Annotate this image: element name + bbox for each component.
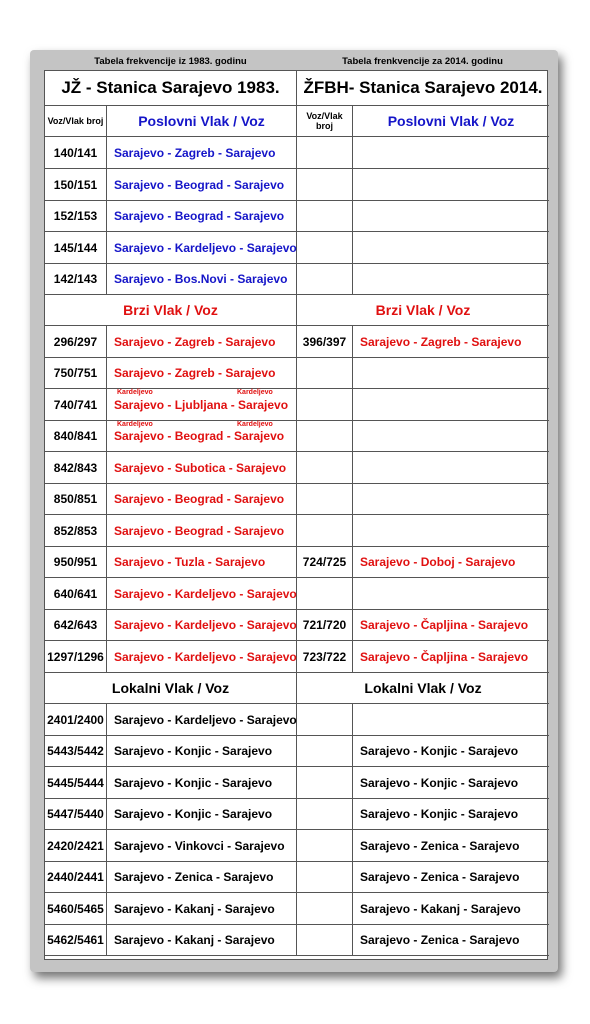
route-2014: Sarajevo - Konjic - Sarajevo: [353, 799, 549, 830]
train-number-1983: 140/141: [45, 137, 107, 169]
route-1983: [107, 515, 297, 547]
route-text: Sarajevo - Kardeljevo - Sarajevo: [114, 240, 297, 255]
train-number-2014: 721/720: [297, 610, 353, 641]
train-number-1983: 1297/1296: [45, 641, 107, 673]
route-text: Sarajevo - Kardeljevo - Sarajevo: [114, 586, 297, 601]
train-number-2014: [297, 830, 353, 862]
train-number-2014: [297, 578, 353, 610]
caption-1983: Tabela frekvencije iz 1983. godinu: [94, 56, 247, 67]
route-text: Sarajevo - Kardeljevo - Sarajevo: [114, 618, 297, 632]
route-text: Sarajevo - Kakanj - Sarajevo: [114, 933, 275, 947]
section-header-1983: Brzi Vlak / Voz: [45, 295, 297, 326]
section-header-2014: Lokalni Vlak / Voz: [297, 673, 549, 704]
col-header-train-no-1983: Voz/Vlak broj: [45, 106, 107, 137]
route-2014: [353, 452, 549, 484]
route-1983: [107, 736, 297, 767]
route-2014: Sarajevo - Zenica - Sarajevo: [353, 830, 549, 862]
frequency-table: [44, 70, 548, 960]
route-text: Sarajevo - Kakanj - Sarajevo: [114, 901, 275, 916]
route-1983: [107, 264, 297, 295]
route-2014: [353, 264, 549, 295]
train-number-2014: [297, 452, 353, 484]
route-1983: [107, 358, 297, 389]
train-number-2014: 396/397: [297, 326, 353, 358]
train-number-2014: [297, 421, 353, 452]
route-2014: Sarajevo - Konjic - Sarajevo: [353, 767, 549, 799]
train-number-1983: 2401/2400: [45, 704, 107, 736]
route-1983: [107, 767, 297, 799]
route-2014: Sarajevo - Doboj - Sarajevo: [353, 547, 549, 578]
train-number-2014: [297, 704, 353, 736]
train-number-1983: 642/643: [45, 610, 107, 641]
route-1983: [107, 704, 297, 736]
route-2014: [353, 137, 549, 169]
route-1983: [107, 326, 297, 358]
route-2014: [353, 201, 549, 232]
route-2014: Sarajevo - Zenica - Sarajevo: [353, 862, 549, 893]
section-header-1983: Lokalni Vlak / Voz: [45, 673, 297, 704]
route-2014: Sarajevo - Čapljina - Sarajevo: [353, 610, 549, 641]
route-text: Sarajevo - Bos.Novi - Sarajevo: [114, 272, 288, 286]
train-number-1983: 152/153: [45, 201, 107, 232]
route-1983: [107, 830, 297, 862]
route-2014: [353, 484, 549, 515]
route-text: Sarajevo - Zagreb - Sarajevo: [114, 145, 276, 160]
route-note-right: Kardeljevo: [237, 421, 273, 428]
train-number-1983: 2420/2421: [45, 830, 107, 862]
train-number-1983: 150/151: [45, 169, 107, 201]
route-2014: Sarajevo - Konjic - Sarajevo: [353, 736, 549, 767]
train-number-2014: 723/722: [297, 641, 353, 673]
train-number-1983: 850/851: [45, 484, 107, 515]
train-number-2014: [297, 358, 353, 389]
train-number-1983: 2440/2441: [45, 862, 107, 893]
train-number-1983: 5447/5440: [45, 799, 107, 830]
route-note-left: Kardeljevo: [117, 389, 153, 396]
route-1983: [107, 389, 297, 421]
route-text: Sarajevo - Kardeljevo - Sarajevo: [114, 649, 297, 664]
route-text: Sarajevo - Zenica - Sarajevo: [114, 870, 274, 884]
route-text: Sarajevo - Vinkovci - Sarajevo: [114, 838, 285, 853]
route-text: Sarajevo - Beograd - Sarajevo: [114, 523, 285, 538]
train-number-1983: 5462/5461: [45, 925, 107, 956]
route-1983: [107, 925, 297, 956]
caption-2014: Tabela frenkvencije za 2014. godinu: [342, 56, 503, 67]
route-1983: [107, 578, 297, 610]
train-number-2014: [297, 484, 353, 515]
train-number-2014: [297, 925, 353, 956]
route-2014: [353, 578, 549, 610]
train-number-1983: 5445/5444: [45, 767, 107, 799]
train-number-2014: [297, 736, 353, 767]
train-number-2014: [297, 169, 353, 201]
train-number-2014: [297, 389, 353, 421]
route-1983: [107, 137, 297, 169]
train-number-1983: 740/741: [45, 389, 107, 421]
train-number-2014: [297, 862, 353, 893]
route-1983: [107, 232, 297, 264]
route-2014: [353, 421, 549, 452]
section-header-2014: Poslovni Vlak / Voz: [353, 106, 549, 137]
route-1983: [107, 421, 297, 452]
train-number-1983: 142/143: [45, 264, 107, 295]
train-number-2014: [297, 201, 353, 232]
route-2014: [353, 704, 549, 736]
route-text: Sarajevo - Subotica - Sarajevo: [114, 460, 287, 475]
route-text: Sarajevo - Ljubljana - Sarajevo: [114, 397, 289, 412]
col-header-train-no-2014: Voz/Vlak broj: [297, 106, 353, 137]
title-1983: JŽ - Stanica Sarajevo 1983.: [45, 71, 297, 106]
train-number-1983: 296/297: [45, 326, 107, 358]
route-text: Sarajevo - Konjic - Sarajevo: [114, 744, 273, 758]
train-number-1983: 852/853: [45, 515, 107, 547]
route-text: Sarajevo - Beograd - Sarajevo: [114, 209, 285, 223]
route-1983: [107, 610, 297, 641]
route-text: Sarajevo - Tuzla - Sarajevo: [114, 555, 266, 569]
train-number-1983: 145/144: [45, 232, 107, 264]
route-1983: [107, 484, 297, 515]
route-text: Sarajevo - Kardeljevo - Sarajevo: [114, 712, 297, 727]
route-2014: Sarajevo - Čapljina - Sarajevo: [353, 641, 549, 673]
route-2014: [353, 358, 549, 389]
train-number-2014: [297, 799, 353, 830]
train-number-1983: 750/751: [45, 358, 107, 389]
route-note-left: Kardeljevo: [117, 421, 153, 428]
route-1983: [107, 862, 297, 893]
route-2014: Sarajevo - Kakanj - Sarajevo: [353, 893, 549, 925]
train-number-2014: [297, 232, 353, 264]
route-1983: [107, 893, 297, 925]
route-1983: [107, 201, 297, 232]
section-header-2014: Brzi Vlak / Voz: [297, 295, 549, 326]
route-text: Sarajevo - Konjic - Sarajevo: [114, 775, 273, 790]
route-1983: [107, 452, 297, 484]
title-2014: ŽFBH- Stanica Sarajevo 2014.: [297, 71, 549, 106]
route-2014: [353, 169, 549, 201]
route-text: Sarajevo - Zagreb - Sarajevo: [114, 366, 276, 380]
route-2014: [353, 515, 549, 547]
route-1983: [107, 799, 297, 830]
route-2014: Sarajevo - Zagreb - Sarajevo: [353, 326, 549, 358]
train-number-1983: 5443/5442: [45, 736, 107, 767]
route-1983: [107, 547, 297, 578]
train-number-2014: [297, 515, 353, 547]
route-2014: [353, 389, 549, 421]
route-text: Sarajevo - Konjic - Sarajevo: [114, 807, 273, 821]
train-number-1983: 842/843: [45, 452, 107, 484]
route-2014: Sarajevo - Zenica - Sarajevo: [353, 925, 549, 956]
train-number-2014: 724/725: [297, 547, 353, 578]
train-number-2014: [297, 893, 353, 925]
route-text: Sarajevo - Beograd - Sarajevo: [114, 429, 285, 443]
train-number-1983: 640/641: [45, 578, 107, 610]
train-number-1983: 5460/5465: [45, 893, 107, 925]
route-1983: [107, 169, 297, 201]
route-text: Sarajevo - Zagreb - Sarajevo: [114, 334, 276, 349]
train-number-1983: 950/951: [45, 547, 107, 578]
train-number-2014: [297, 264, 353, 295]
train-number-1983: 840/841: [45, 421, 107, 452]
route-1983: [107, 641, 297, 673]
train-number-2014: [297, 137, 353, 169]
route-text: Sarajevo - Beograd - Sarajevo: [114, 177, 285, 192]
train-number-2014: [297, 767, 353, 799]
route-2014: [353, 232, 549, 264]
route-text: Sarajevo - Beograd - Sarajevo: [114, 492, 285, 506]
route-note-right: Kardeljevo: [237, 389, 273, 396]
section-header-1983: Poslovni Vlak / Voz: [107, 106, 297, 137]
